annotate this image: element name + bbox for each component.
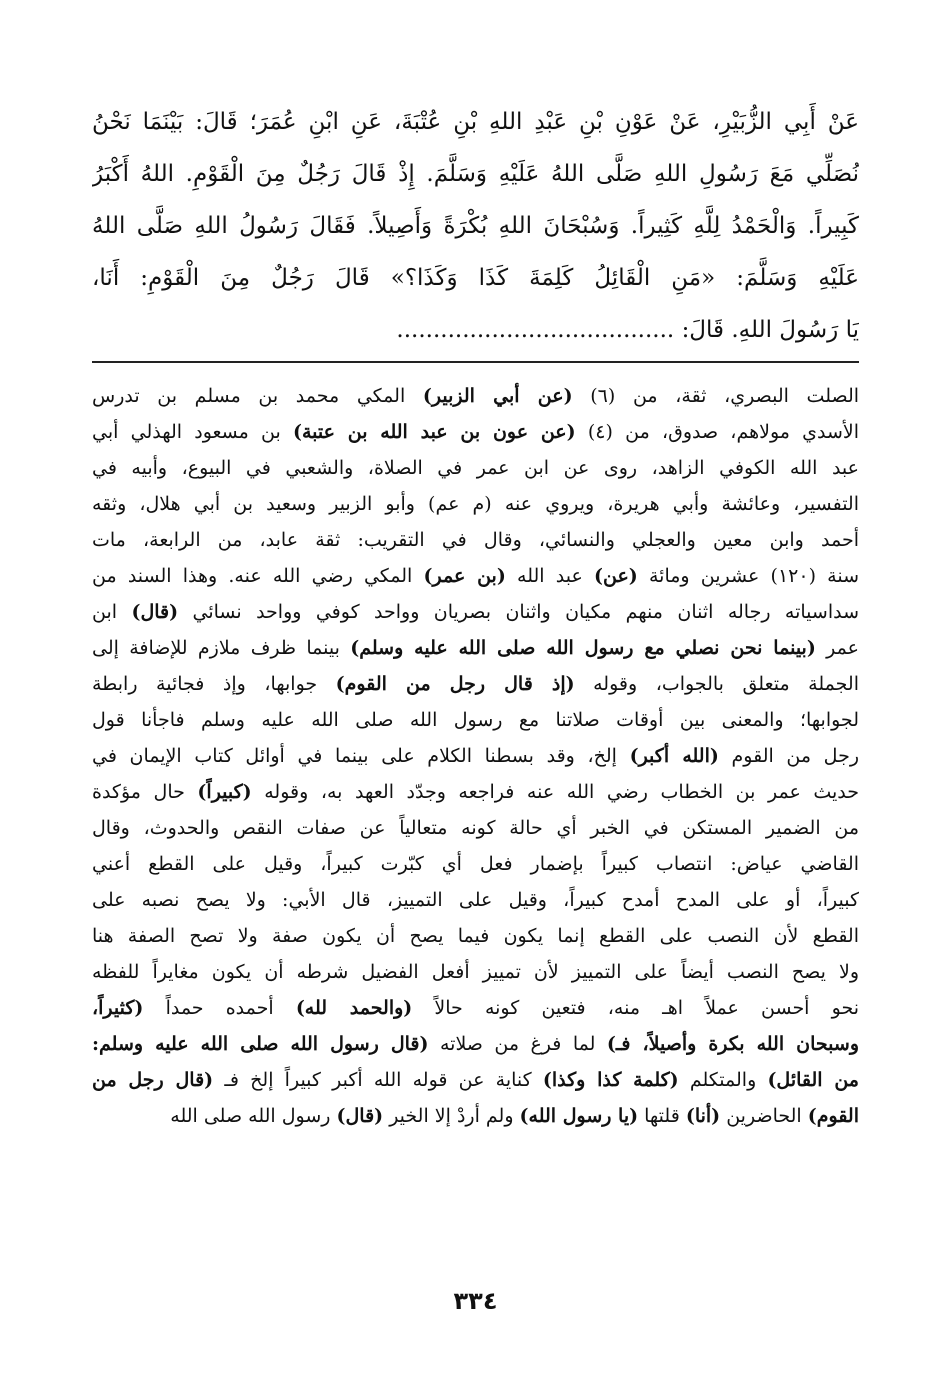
commentary-line	[92, 738, 859, 774]
commentary-line	[92, 882, 859, 918]
commentary-line	[92, 990, 859, 1026]
commentary-bold-quote: (يا رسول الله)	[519, 1105, 639, 1127]
commentary-text: أحمده حمداً	[143, 997, 296, 1019]
commentary-line	[92, 774, 859, 810]
commentary-text: قلتها	[638, 1105, 686, 1127]
commentary-text-block	[92, 378, 859, 1134]
commentary-text: الصلت البصري، ثقة، من (٦)	[572, 385, 859, 407]
commentary-bold-quote: (والحمد لله)	[295, 997, 413, 1019]
continuation-dots: ......................................	[396, 317, 675, 343]
commentary-text: ولم أردْ إلا الخير	[383, 1105, 520, 1127]
commentary-text: لما فرغ من صلاته	[428, 1033, 607, 1055]
commentary-text: نحو أحسن عملاً اهـ منه، فتعين كونه حالاً	[412, 997, 859, 1019]
commentary-text: كناية عن قوله الله أكبر كبيراً إلخ فـ	[213, 1069, 543, 1091]
commentary-bold-quote: (كبيراً)	[197, 781, 252, 803]
commentary-text: لجوابها؛ والمعنى بين أوقات صلاتنا مع رسول الله صلى الله عليه وسلم فاجأنا قول	[92, 709, 859, 731]
hadith-line: نُصَلِّي مَعَ رَسُولِ اللهِ صَلَّى اللهُ عَلَيْهِ وَسَلَّمَ. إِذْ قَالَ رَجُلٌ مِنَ الْقَوْمِ. اللهُ أَكْبَرُ	[92, 161, 859, 187]
commentary-line	[92, 414, 859, 450]
commentary-text: حديث عمر بن الخطاب رضي الله عنه فراجعه وجدّد العهد به، وقوله	[251, 781, 859, 803]
commentary-line	[92, 630, 859, 666]
hadith-text-block	[92, 96, 859, 356]
commentary-line	[92, 918, 859, 954]
commentary-bold-quote: القوم)	[807, 1105, 859, 1127]
commentary-line	[92, 522, 859, 558]
commentary-text: أحمد وابن معين والعجلي والنسائي، وقال في التقريب: ثقة عابد، من الرابعة، مات	[92, 529, 859, 551]
commentary-line	[92, 810, 859, 846]
commentary-line	[92, 666, 859, 702]
commentary-line	[92, 486, 859, 522]
commentary-text: إلخ، وقد بسطنا الكلام على بينما في أوائل كتاب الإيمان في	[92, 745, 630, 767]
commentary-text: سداسياته رجاله اثنان منهم مكيان واثنان بصريان وواحد كوفي وواحد نسائي	[178, 601, 859, 623]
commentary-line	[92, 450, 859, 486]
commentary-text: ولا يصح النصب أيضاً على التمييز لأن تمييز أفعل الفضيل شرطه أن يكون مغايراً للفظه	[92, 961, 859, 983]
commentary-line	[92, 1062, 859, 1098]
commentary-text: القطع لأن النصب على القطع إنما يكون فيما يصح أن يكون صفة ولا تصح الصفة هنا	[92, 925, 859, 947]
commentary-text: المكي رضي الله عنه. وهذا السند من	[92, 565, 424, 587]
commentary-bold-quote: (كثيراً،	[92, 997, 144, 1019]
hadith-line: عَنْ أَبِي الزُّبَيْرِ، عَنْ عَوْنِ بْنِ عَبْدِ اللهِ بْنِ عُتْبَةَ، عَنِ ابْنِ عُمَرَ؛ قَالَ: بَيْنَمَا نَحْنُ	[92, 109, 859, 135]
commentary-bold-quote: (الله أكبر)	[629, 745, 719, 767]
commentary-text: ابن	[92, 601, 132, 623]
commentary-bold-quote: (كلمة كذا وكذا)	[542, 1069, 679, 1091]
commentary-text: جوابها، وإذ فجائية رابطة	[92, 673, 336, 695]
commentary-line	[92, 378, 859, 414]
commentary-text: عبد الله	[505, 565, 595, 587]
commentary-text: المكي محمد بن مسلم بن تدرس	[92, 385, 423, 407]
commentary-bold-quote: (أنا)	[685, 1105, 721, 1127]
commentary-bold-quote: (عن)	[594, 565, 638, 587]
commentary-bold-quote: (قال رسول الله صلى الله عليه وسلم:	[92, 1033, 429, 1055]
hadith-line: عَلَيْهِ وَسَلَّمَ: «مَنِ الْقَائِلُ كَلِمَةَ كَذَا وَكَذَا؟» قَالَ رَجُلٌ مِنَ الْقَوْمِ: أَنَا،	[92, 265, 859, 291]
commentary-line	[92, 1098, 859, 1134]
commentary-text: رجل من القوم	[718, 745, 859, 767]
commentary-text: كبيراً، أو على المدح أمدح كبيراً، وقيل على التمييز، قال الأبي: ولا يصح نصبه على	[92, 889, 859, 911]
commentary-text: رسول الله صلى الله	[170, 1105, 337, 1127]
footnote-separator-rule	[92, 361, 859, 363]
commentary-bold-quote: (قال)	[131, 601, 179, 623]
commentary-bold-quote: (عن أبي الزبير)	[422, 385, 573, 407]
commentary-bold-quote: (بن عمر)	[423, 565, 506, 587]
commentary-text: بن مسعود الهذلي أبي	[92, 421, 293, 443]
commentary-text: سنة (١٢٠) عشرين ومائة	[637, 565, 859, 587]
commentary-bold-quote: (عن عون بن عبد الله بن عتبة)	[292, 421, 576, 443]
commentary-bold-quote: (بينما نحن نصلي مع رسول الله صلى الله عليه وسلم)	[350, 637, 816, 659]
commentary-bold-quote: (قال رجل من	[92, 1069, 214, 1091]
commentary-bold-quote: (إذ قال رجل من القوم)	[335, 673, 575, 695]
hadith-last-line-text: يَا رَسُولَ اللهِ. قَالَ:	[681, 317, 859, 343]
book-page	[92, 0, 859, 1383]
commentary-text: بينما ظرف ملازم للإضافة إلى	[92, 637, 351, 659]
commentary-line	[92, 1026, 859, 1062]
commentary-line	[92, 954, 859, 990]
commentary-line	[92, 558, 859, 594]
commentary-text: عمر	[815, 637, 859, 659]
commentary-text: عبد الله الكوفي الزاهد، روى عن ابن عمر في الصلاة، والشعبي في البيوع، وأبيه في	[92, 457, 859, 479]
commentary-text: والمتكلم	[678, 1069, 768, 1091]
commentary-text: القاضي عياض: انتصاب كبيراً بإضمار فعل أي كبّرت كبيراً، وقيل على القطع أعني	[92, 853, 859, 875]
commentary-line	[92, 702, 859, 738]
commentary-bold-quote: وسبحان الله بكرة وأصيلاً، فـ)	[606, 1033, 859, 1055]
commentary-text: الأسدي مولاهم، صدوق، من (٤)	[575, 421, 859, 443]
commentary-line	[92, 846, 859, 882]
commentary-text: الحاضرين	[720, 1105, 808, 1127]
hadith-line-last	[92, 304, 859, 356]
commentary-text: حال مؤكدة	[92, 781, 198, 803]
commentary-bold-quote: من القائل)	[767, 1069, 859, 1091]
commentary-line	[92, 594, 859, 630]
hadith-line: كَبِيراً. وَالْحَمْدُ لِلَّهِ كَثِيراً. وَسُبْحَانَ اللهِ بُكْرَةً وَأَصِيلاً. فَقَالَ رَسُولُ اللهِ صَلَّى اللهُ	[92, 213, 859, 239]
commentary-text: الجملة متعلق بالجواب، وقوله	[574, 673, 859, 695]
commentary-text: التفسير، وعائشة وأبي هريرة، ويروي عنه (م عم) وأبو الزبير وسعيد بن أبي هلال، وثقه	[92, 493, 859, 515]
commentary-text: من الضمير المستكن في الخبر أي حالة كونه متعالياً عن صفات النقص والحدوث، وقال	[92, 817, 859, 839]
commentary-bold-quote: (قال)	[336, 1105, 384, 1127]
page-number: ٣٣٤	[453, 1287, 498, 1315]
